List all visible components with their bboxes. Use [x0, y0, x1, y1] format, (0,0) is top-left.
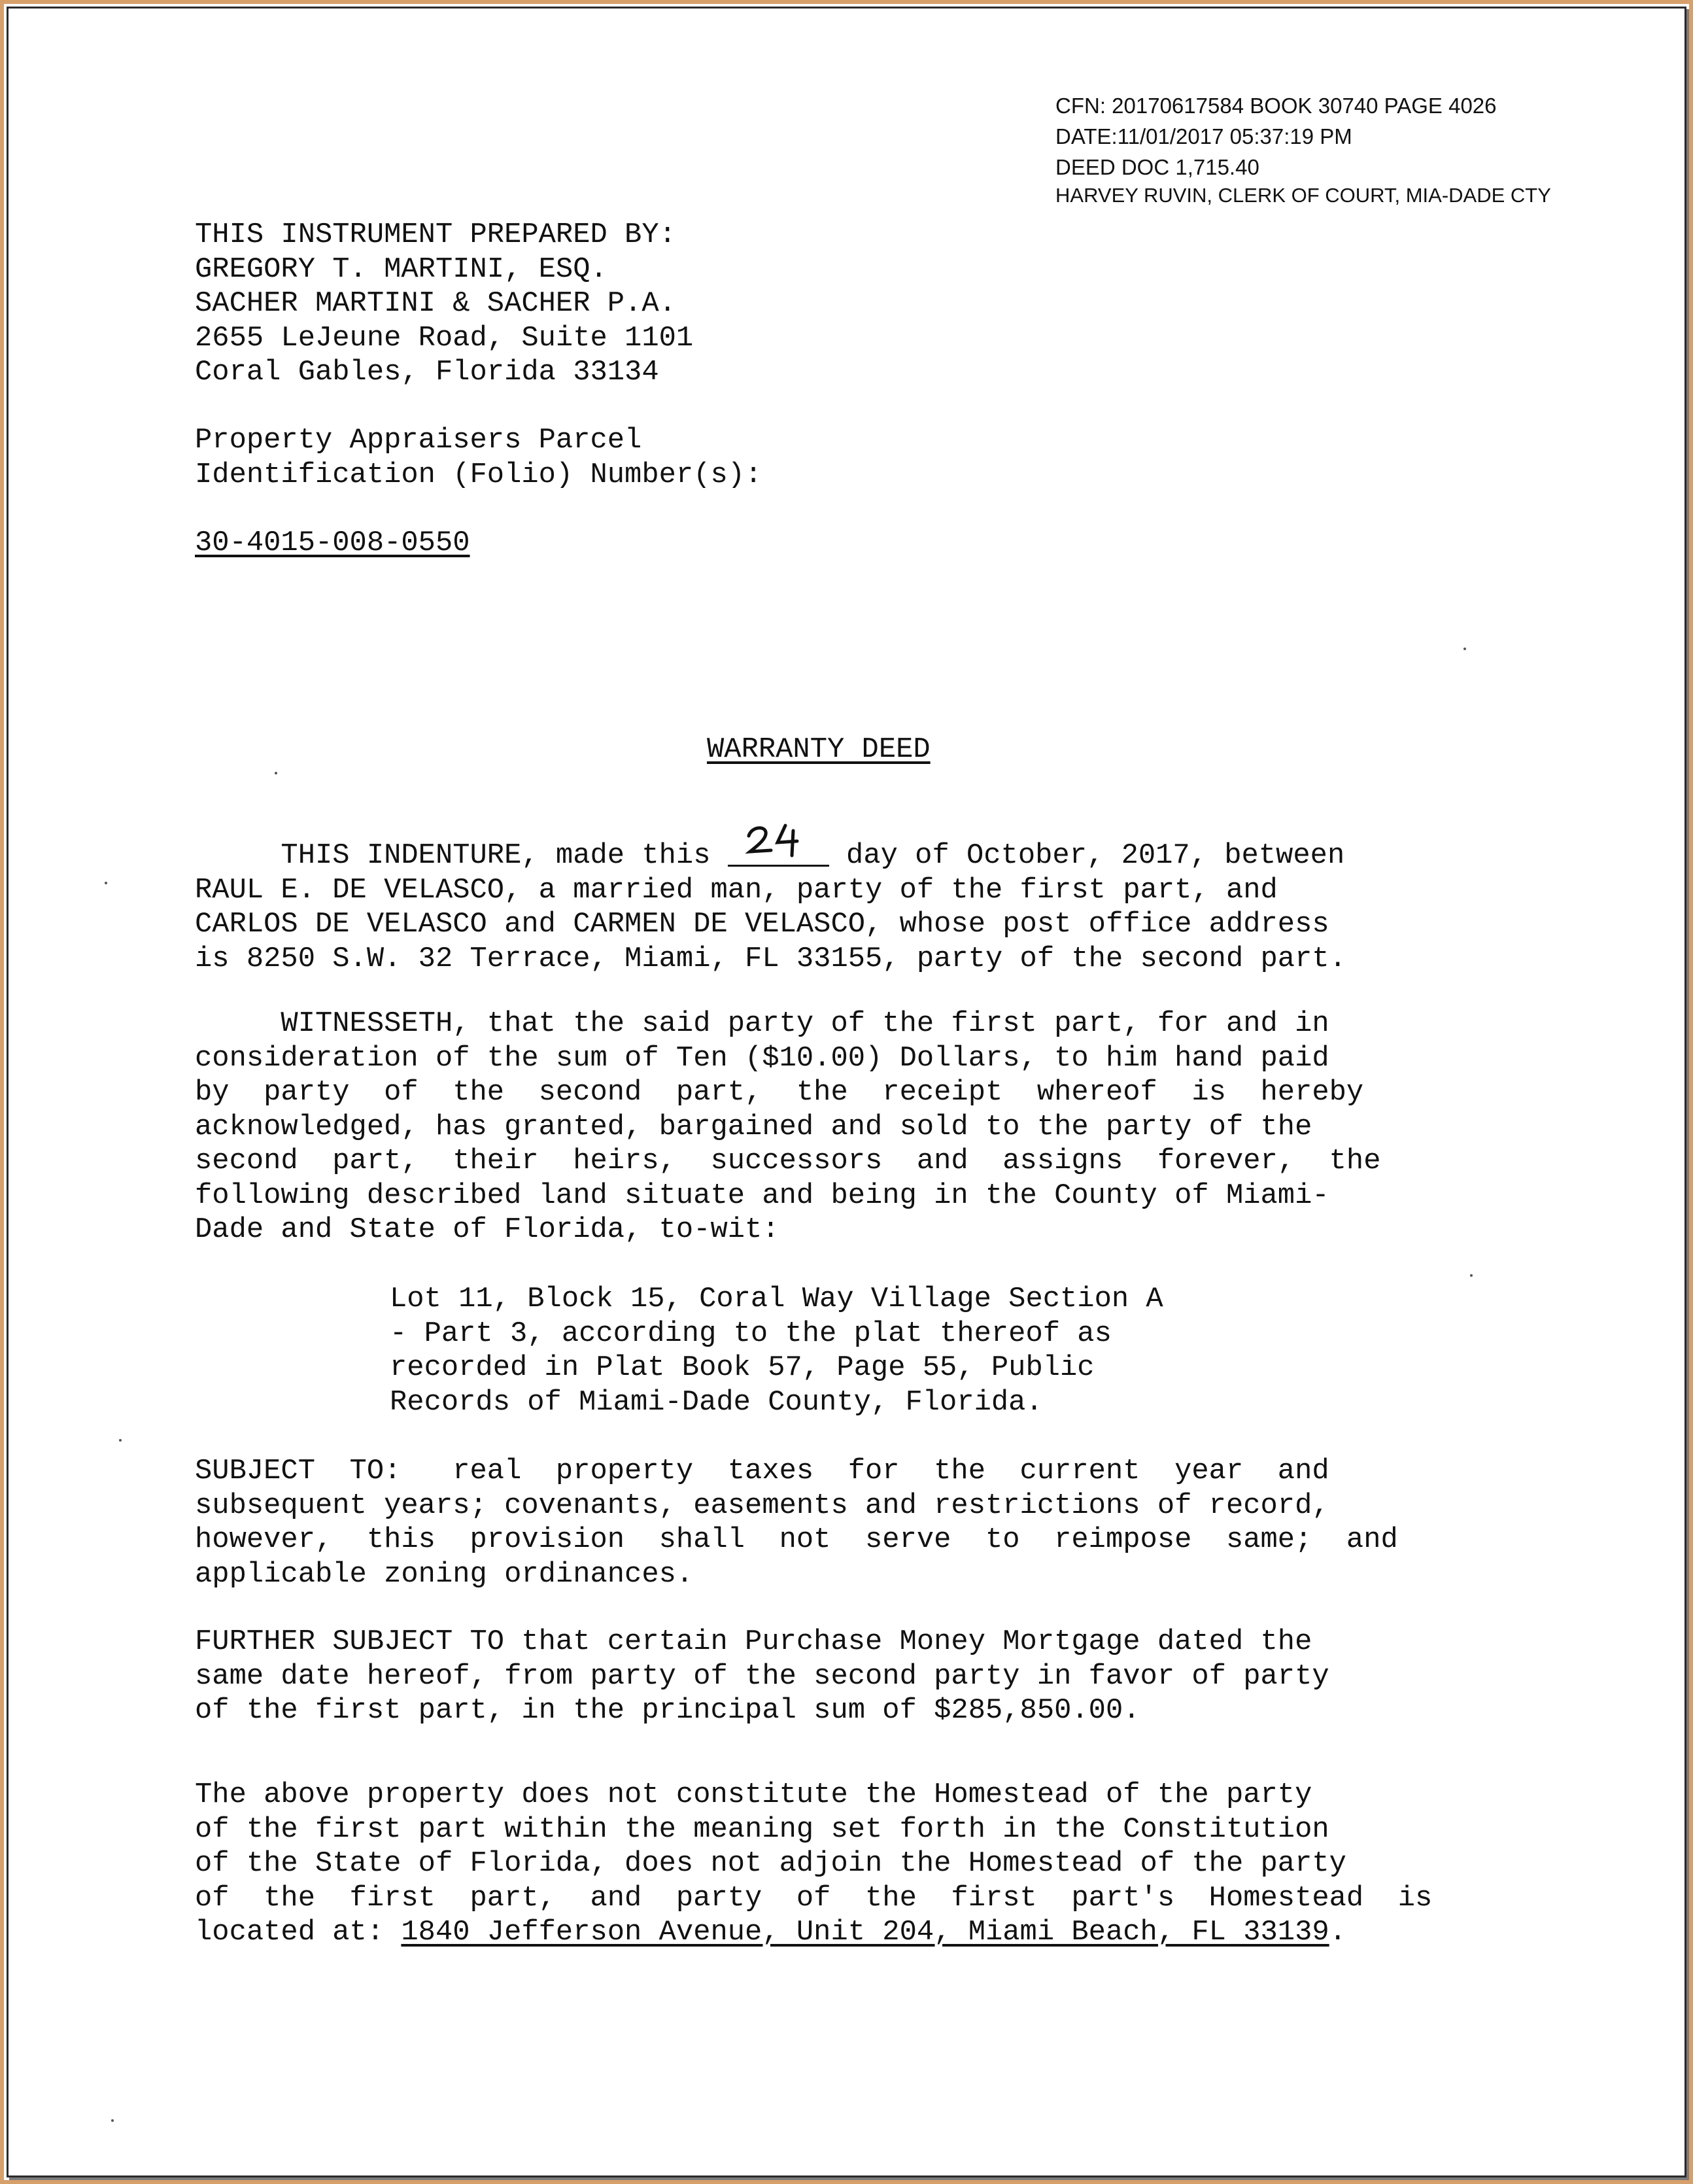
further-subject-to-paragraph — [195, 1625, 1329, 1729]
indenture-line3: CARLOS DE VELASCO and CARMEN DE VELASCO, whose post office address — [195, 909, 1329, 941]
indenture-paragraph — [195, 836, 1346, 977]
homestead-line5 — [195, 1916, 1432, 1950]
indenture-line1 — [195, 836, 1346, 874]
indenture-line4: is 8250 S.W. 32 Terrace, Miami, FL 33155, party of the second part. — [195, 943, 1346, 975]
homestead-line5-prefix: located at: — [195, 1916, 402, 1949]
legal-description-line1: Lot 11, Block 15, Coral Way Village Section A — [390, 1283, 1163, 1315]
deed-doc-line: DEED DOC 1,715.40 — [1055, 155, 1259, 179]
parcel-label-line2: Identification (Folio) Number(s): — [195, 459, 762, 491]
homestead-line2: of the first part within the meaning set forth in the Constitution — [195, 1813, 1329, 1846]
scan-speck — [105, 882, 107, 884]
homestead-line1: The above property does not constitute the Homestead of the party — [195, 1779, 1312, 1811]
legal-description-line2: - Part 3, according to the plat thereof as — [390, 1317, 1112, 1350]
indenture-line1-after: day of October, 2017, between — [829, 840, 1345, 872]
witnesseth-line6: following described land situate and being in the County of Miami- — [195, 1179, 1329, 1212]
witnesseth-line1: WITNESSETH, that the said party of the first part, for and in — [195, 1008, 1329, 1040]
witnesseth-line2: consideration of the sum of Ten ($10.00) Dollars, to him hand paid — [195, 1042, 1329, 1075]
homestead-paragraph — [195, 1778, 1432, 1950]
further-subject-to-line2: same date hereof, from party of the second party in favor of party — [195, 1660, 1329, 1693]
preparer-address-line2: Coral Gables, Florida 33134 — [195, 356, 659, 389]
scan-speck — [275, 772, 277, 774]
scan-speck — [1463, 648, 1466, 650]
witnesseth-paragraph — [195, 1007, 1381, 1248]
subject-to-line4: applicable zoning ordinances. — [195, 1558, 694, 1591]
prepared-by-heading: THIS INSTRUMENT PREPARED BY: — [195, 219, 676, 251]
homestead-line4: of the first part, and party of the first part's Homestead is — [195, 1882, 1433, 1915]
document-title: WARRANTY DEED — [707, 734, 931, 766]
witnesseth-line4: acknowledged, has granted, bargained and sold to the party of the — [195, 1111, 1312, 1143]
indenture-line1-before: THIS INDENTURE, made this — [195, 840, 728, 872]
indenture-line2: RAUL E. DE VELASCO, a married man, party of the first part, and — [195, 874, 1278, 907]
subject-to-line1: SUBJECT TO: real property taxes for the current year and — [195, 1455, 1329, 1487]
scan-speck — [1470, 1274, 1473, 1277]
legal-description-line4: Records of Miami-Dade County, Florida. — [390, 1386, 1043, 1419]
folio-number: 30-4015-008-0550 — [195, 527, 470, 559]
subject-to-line3: however, this provision shall not serve to reimpose same; and — [195, 1524, 1398, 1556]
prepared-by-block — [195, 218, 693, 390]
witnesseth-line5: second part, their heirs, successors and assigns forever, the — [195, 1145, 1381, 1177]
homestead-address: 1840 Jefferson Avenue, Unit 204, Miami Beach, FL 33139 — [401, 1916, 1329, 1949]
preparer-address-line1: 2655 LeJeune Road, Suite 1101 — [195, 322, 694, 355]
legal-description-line3: recorded in Plat Book 57, Page 55, Public — [390, 1352, 1095, 1384]
homestead-line3: of the State of Florida, does not adjoin the Homestead of the party — [195, 1848, 1346, 1880]
parcel-label-block — [195, 424, 762, 493]
clerk-line: HARVEY RUVIN, CLERK OF COURT, MIA-DADE CTY — [1055, 184, 1551, 207]
further-subject-to-line1: FURTHER SUBJECT TO that certain Purchase Money Mortgage dated the — [195, 1626, 1312, 1658]
preparer-firm: SACHER MARTINI & SACHER P.A. — [195, 288, 676, 320]
witnesseth-line3: by party of the second part, the receipt whereof is hereby — [195, 1077, 1364, 1109]
parcel-label-line1: Property Appraisers Parcel — [195, 425, 642, 457]
subject-to-line2: subsequent years; covenants, easements and restrictions of record, — [195, 1489, 1329, 1522]
scan-speck — [111, 2119, 114, 2122]
subject-to-paragraph — [195, 1455, 1398, 1592]
handwritten-day-blank — [728, 836, 829, 867]
date-line: DATE:11/01/2017 05:37:19 PM — [1055, 124, 1352, 148]
handwritten-day-signature — [745, 822, 817, 861]
witnesseth-line7: Dade and State of Florida, to-wit: — [195, 1214, 779, 1246]
legal-description — [390, 1283, 1163, 1420]
further-subject-to-line3: of the first part, in the principal sum of $285,850.00. — [195, 1695, 1140, 1727]
recording-stamp — [1055, 90, 1551, 209]
scan-speck — [119, 1439, 122, 1442]
homestead-line5-suffix: . — [1329, 1916, 1346, 1949]
cfn-line: CFN: 20170617584 BOOK 30740 PAGE 4026 — [1055, 94, 1497, 118]
preparer-name: GREGORY T. MARTINI, ESQ. — [195, 253, 607, 286]
